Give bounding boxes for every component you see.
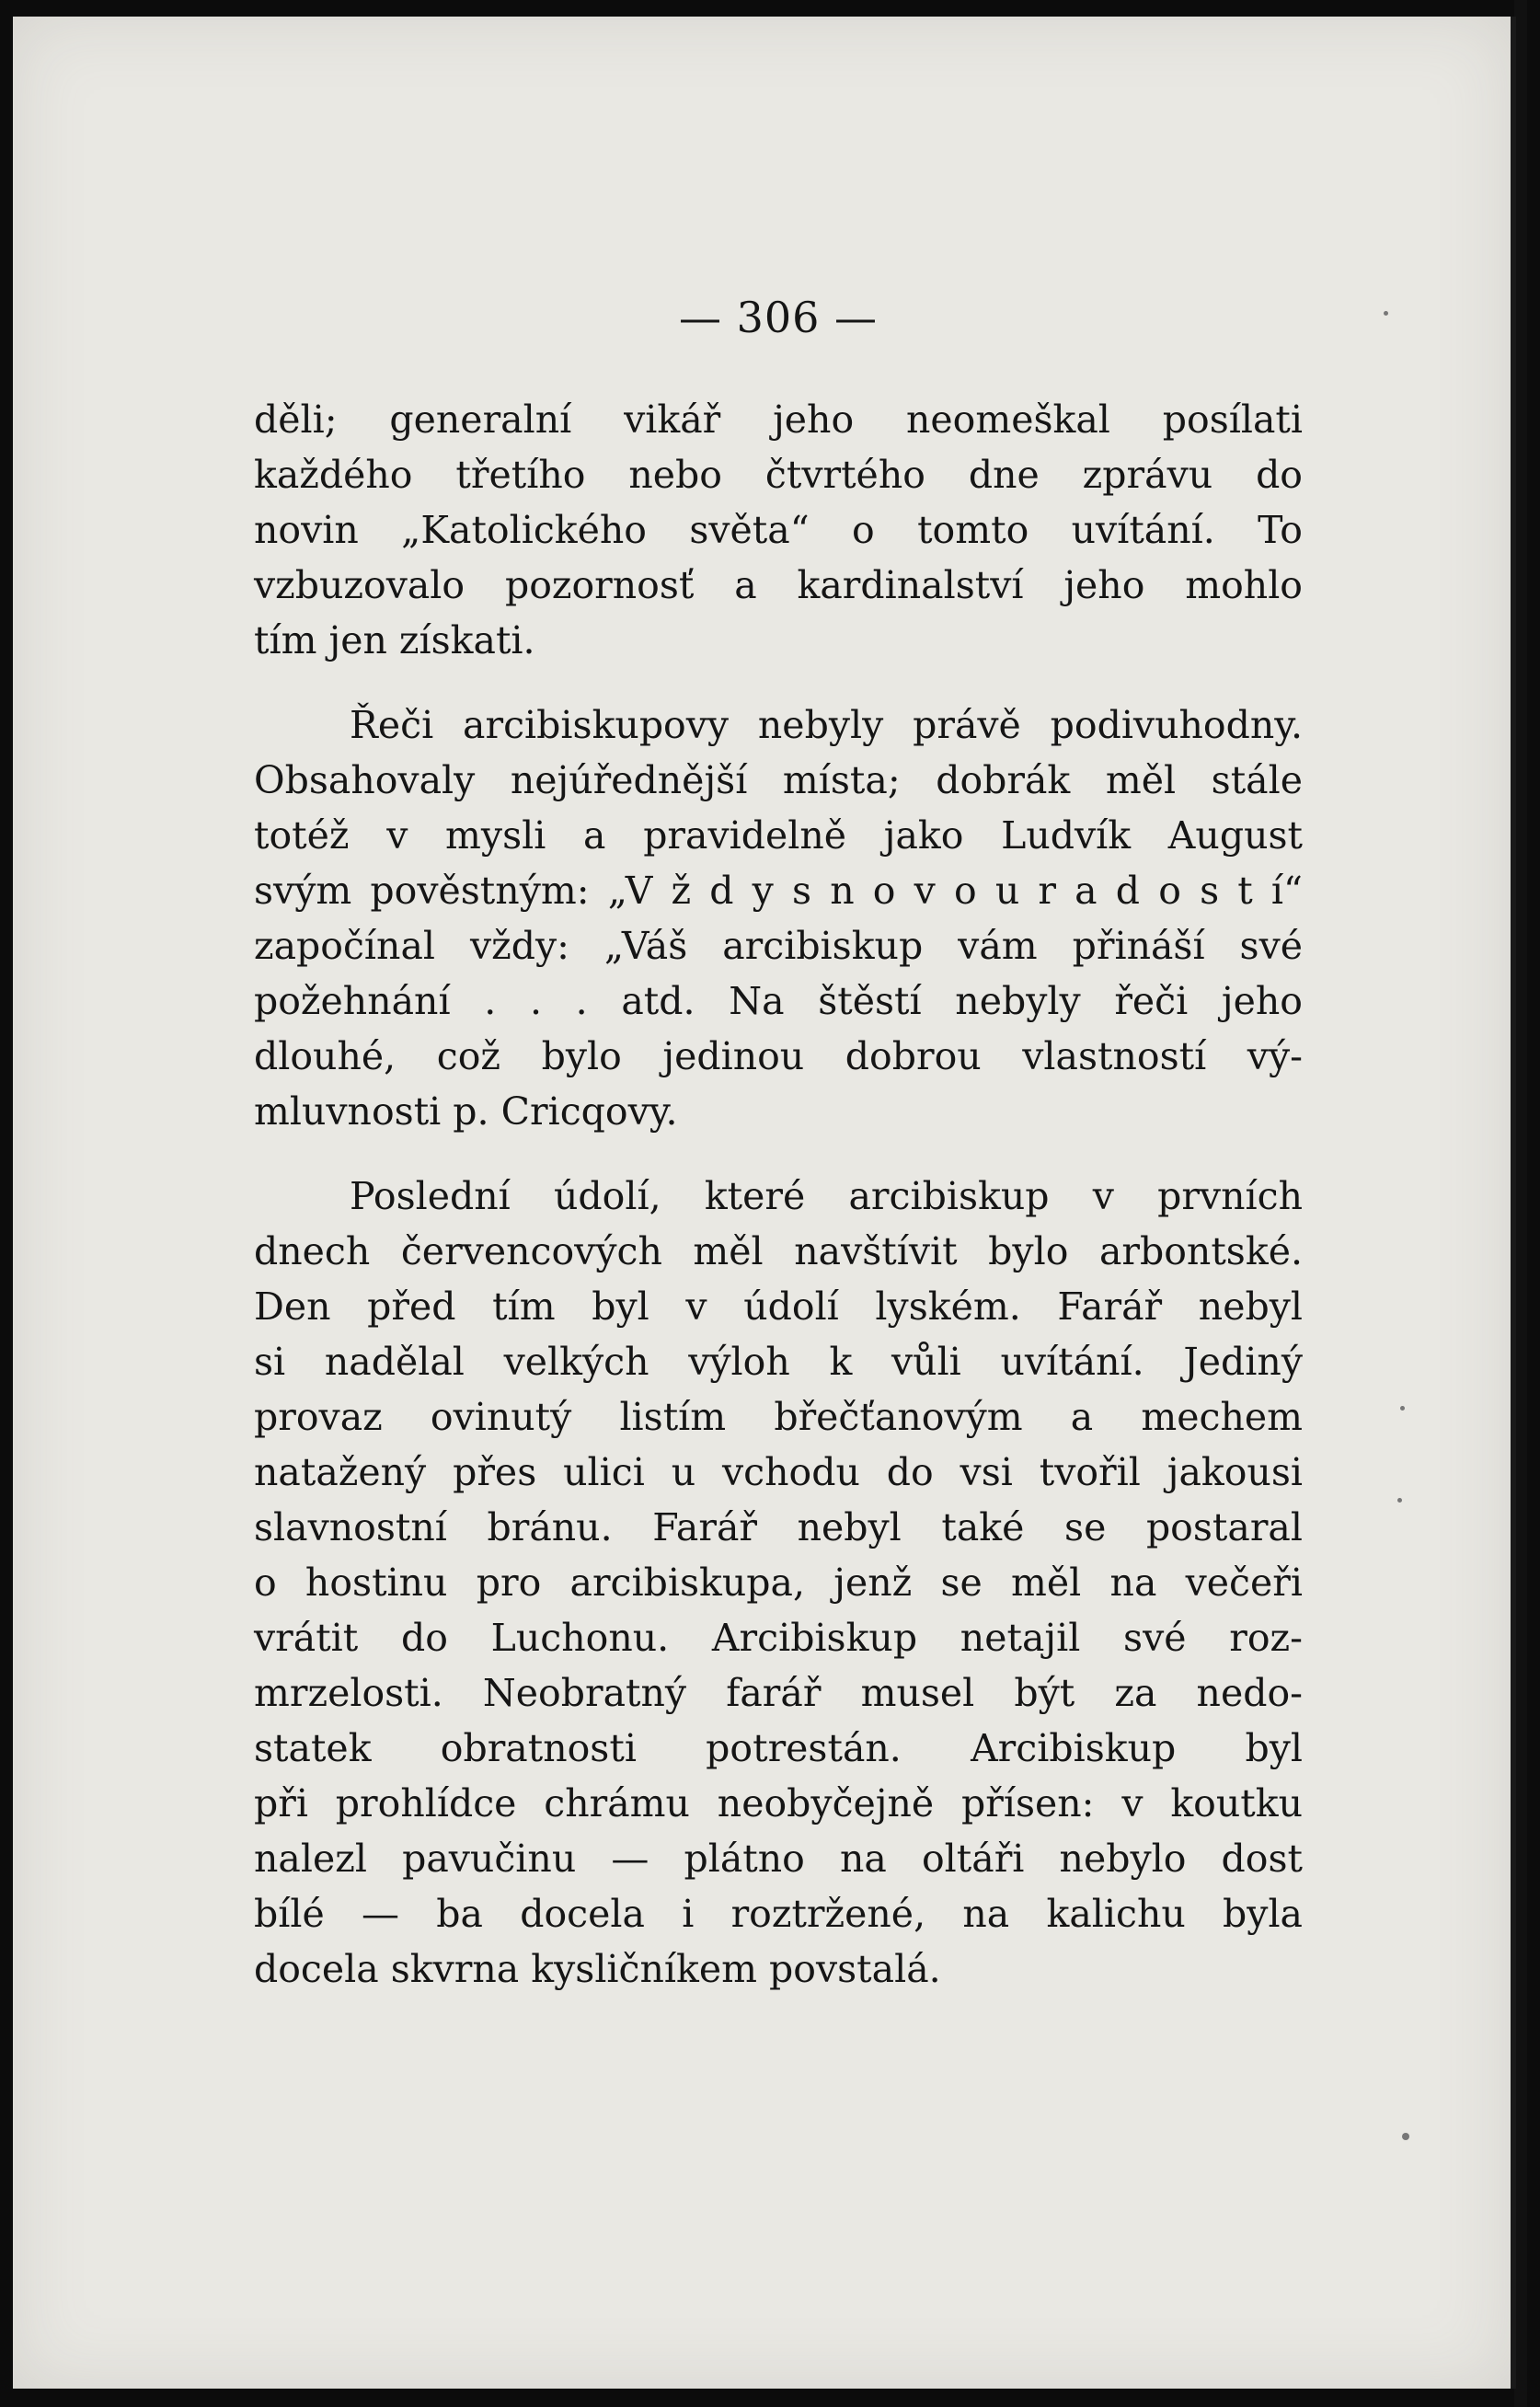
text-line: o hostinu pro arcibiskupa, jenž se měl na večeři	[254, 1561, 1303, 1605]
text-line: dnech červencových měl navštívit bylo arbontské.	[254, 1229, 1303, 1273]
paper-speck	[1384, 311, 1388, 316]
text-line: novin „Katolického světa“ o tomto uvítání. To	[254, 508, 1303, 552]
page-edge-strip	[1514, 0, 1527, 2407]
text-line: bílé — ba docela i roztržené, na kalichu byla	[254, 1892, 1303, 1936]
text-line: svým pověstným: „V ž d y s n o v o u r a d o s t í“	[254, 869, 1303, 913]
text-line: při prohlídce chrámu neobyčejně přísen: v koutku	[254, 1781, 1303, 1825]
text-line: dlouhé, což bylo jedinou dobrou vlastností vý-	[254, 1034, 1303, 1078]
paper-speck	[1400, 1406, 1405, 1411]
text-line: vrátit do Luchonu. Arcibiskup netajil své roz-	[254, 1616, 1303, 1660]
text-line: docela skvrna kysličníkem povstalá.	[254, 1947, 941, 1991]
text-line: započínal vždy: „Váš arcibiskup vám přináší své	[254, 924, 1303, 968]
text-line: nalezl pavučinu — plátno na oltáři nebylo dost	[254, 1837, 1303, 1881]
text-line: provaz ovinutý listím břečťanovým a mechem	[254, 1395, 1303, 1439]
text-line: slavnostní bránu. Farář nebyl také se postaral	[254, 1505, 1303, 1549]
paper-speck	[1402, 2133, 1409, 2140]
text-line: mluvnosti p. Cricqovy.	[254, 1089, 678, 1134]
text-line: si nadělal velkých výloh k vůli uvítání. Jediný	[254, 1340, 1303, 1384]
text-line: tím jen získati.	[254, 618, 535, 662]
text-line: vzbuzovalo pozornosť a kardinalství jeho mohlo	[254, 563, 1303, 607]
text-line: statek obratnosti potrestán. Arcibiskup byl	[254, 1726, 1303, 1770]
text-line: Poslední údolí, které arcibiskup v prvních	[350, 1174, 1303, 1218]
text-line: natažený přes ulici u vchodu do vsi tvořil jakousi	[254, 1450, 1303, 1494]
text-line: děli; generalní vikář jeho neomeškal posílati	[254, 397, 1303, 442]
text-line: Den před tím byl v údolí lyském. Farář nebyl	[254, 1284, 1303, 1329]
paper-speck	[1397, 1498, 1402, 1503]
text-line: mrzelosti. Neobratný farář musel být za nedo-	[254, 1671, 1303, 1715]
text-line: totéž v mysli a pravidelně jako Ludvík August	[254, 813, 1303, 858]
text-line: Obsahovaly nejúřednější místa; dobrák měl stále	[254, 758, 1303, 802]
text-line: Řeči arcibiskupovy nebyly právě podivuhodny.	[350, 703, 1303, 747]
book-page	[13, 17, 1516, 2389]
text-line: požehnání . . . atd. Na štěstí nebyly řeči jeho	[254, 979, 1303, 1023]
page-number: — 306 —	[678, 293, 879, 342]
text-line: každého třetího nebo čtvrtého dne zprávu do	[254, 453, 1303, 497]
